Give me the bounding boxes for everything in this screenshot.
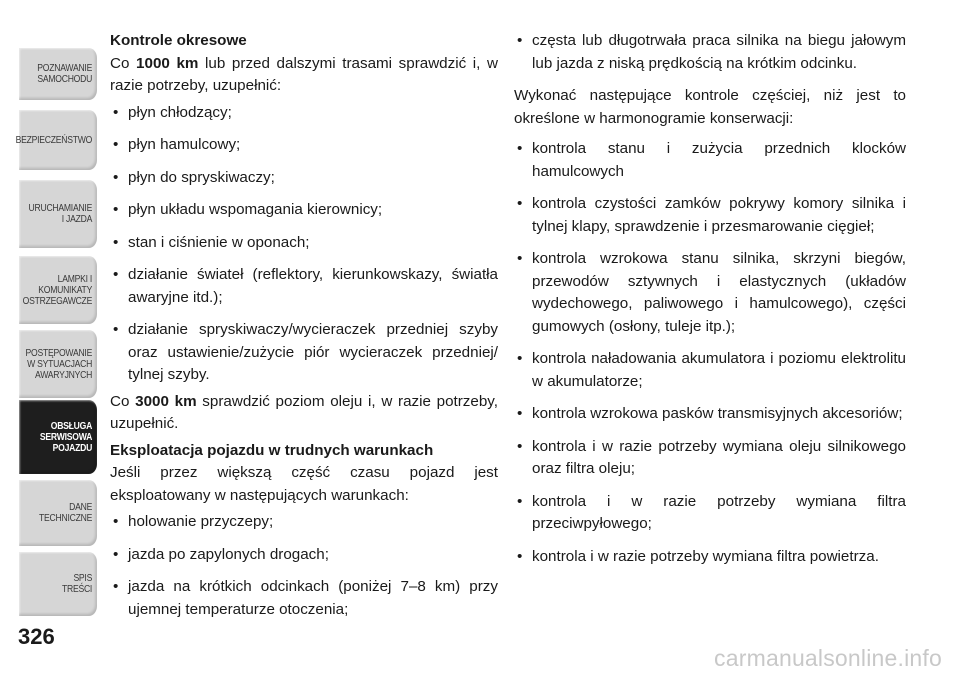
- list-item: • jazda na krótkich odcinkach (poniżej 7–8 km) przy ujemnej temperaturze otoczenia;: [110, 576, 498, 621]
- list-item: • płyn układu wspomagania kierownicy;: [110, 199, 498, 222]
- tab-lampki-i-komunikaty[interactable]: LAMPKI I KOMUNIKATY OSTRZEGAWCZE: [19, 256, 97, 324]
- list-item: • kontrola wzrokowa stanu silnika, skrzyni biegów, przewodów sztywnych i elastycznych (układów wydechowego, paliwowego i hamulcowego), części gumowych (osłony, tuleje itp.);: [514, 248, 906, 338]
- list-item: • płyn chłodzący;: [110, 102, 498, 125]
- tab-obsluga-serwisowa-active[interactable]: OBSŁUGA SERWISOWA POJAZDU: [19, 400, 97, 474]
- list-hard-conditions-continued: [514, 30, 906, 75]
- section-heading-periodic-checks: Kontrole okresowe: [110, 32, 247, 49]
- list-item: • jazda po zapylonych drogach;: [110, 544, 498, 567]
- paragraph-3000km: Co 3000 km sprawdzić poziom oleju i, w razie potrzeby, uzupełnić.: [110, 392, 498, 432]
- list-item: • stan i ciśnienie w oponach;: [110, 232, 498, 255]
- list-item: • płyn hamulcowy;: [110, 134, 498, 157]
- tab-spis-tresci[interactable]: SPIS TREŚCI: [19, 552, 97, 616]
- paragraph-1000km: Co 1000 km lub przed dalszymi trasami sprawdzić i, w razie potrzeby, uzupełnić:: [110, 54, 498, 94]
- tab-postepowanie-awaryjne[interactable]: POSTĘPOWANIE W SYTUACJACH AWARYJNYCH: [19, 330, 97, 398]
- paragraph-hard-conditions: Jeśli przez większą część czasu pojazd jest eksploatowany w następujących warunkach:: [110, 464, 498, 504]
- right-column: [514, 30, 906, 578]
- tab-bezpieczenstwo[interactable]: BEZPIECZEŃSTWO: [19, 110, 97, 170]
- list-periodic-checks: [110, 102, 498, 387]
- list-frequent-checks: [514, 138, 906, 568]
- tab-uruchamianie-i-jazda[interactable]: URUCHAMIANIE I JAZDA: [19, 180, 97, 248]
- list-hard-conditions: [110, 511, 498, 621]
- list-item: • kontrola stanu i zużycia przednich klocków hamulcowych: [514, 138, 906, 183]
- section-heading-hard-conditions: Eksploatacja pojazdu w trudnych warunkach: [110, 441, 434, 459]
- paragraph-more-frequent-checks: Wykonać następujące kontrole częściej, niż jest to określone w harmonogramie konserwacji:: [514, 87, 906, 127]
- list-item: • działanie świateł (reflektory, kierunkowskazy, światła awaryjne itd.);: [110, 264, 498, 309]
- watermark: carmanualsonline.info: [714, 645, 942, 671]
- list-item: • kontrola wzrokowa pasków transmisyjnych akcesoriów;: [514, 403, 906, 426]
- list-item: • działanie spryskiwaczy/wycieraczek przedniej szyby oraz ustawienie/zużycie piór wycieraczek przedniej/ tylnej szyby.: [110, 319, 498, 387]
- list-item: • kontrola i w razie potrzeby wymiana oleju silnikowego oraz filtra oleju;: [514, 436, 906, 481]
- left-column: [110, 30, 498, 631]
- list-item: • płyn do spryskiwaczy;: [110, 167, 498, 190]
- tab-poznawanie-samochodu[interactable]: POZNAWANIE SAMOCHODU: [19, 48, 97, 100]
- tab-dane-techniczne[interactable]: DANE TECHNICZNE: [19, 480, 97, 546]
- list-item: • kontrola i w razie potrzeby wymiana filtra powietrza.: [514, 546, 906, 569]
- list-item: • kontrola naładowania akumulatora i poziomu elektrolitu w akumulatorze;: [514, 348, 906, 393]
- chapter-sidebar: [0, 0, 100, 678]
- list-item: • kontrola i w razie potrzeby wymiana filtra przeciwpyłowego;: [514, 491, 906, 536]
- bold-3000km: 3000 km: [135, 392, 197, 410]
- list-item: • częsta lub długotrwała praca silnika na biegu jałowym lub jazda z niską prędkością na krótkim odcinku.: [514, 30, 906, 75]
- list-item: • kontrola czystości zamków pokrywy komory silnika i tylnej klapy, sprawdzenie i przesmarowanie cięgieł;: [514, 193, 906, 238]
- bold-1000km: 1000 km: [136, 54, 199, 72]
- list-item: • holowanie przyczepy;: [110, 511, 498, 534]
- page-number: 326: [18, 624, 55, 649]
